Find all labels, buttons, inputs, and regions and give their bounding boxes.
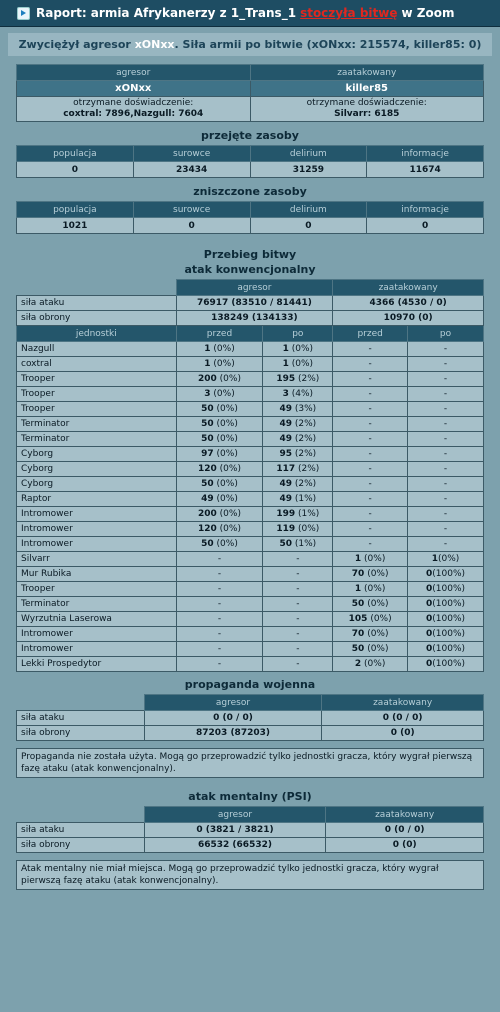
unit-row — [17, 357, 484, 372]
agresor-before: 1 (0%) — [176, 357, 263, 372]
propaganda-blank-corner — [17, 695, 145, 711]
unit-name: coxtral — [17, 357, 177, 372]
agresor-after: - — [263, 627, 333, 642]
battle-link[interactable]: stoczyła bitwę — [300, 6, 398, 20]
col-agresor-before: przed — [176, 326, 263, 342]
defense-strength-defender: 10970 (0) — [333, 311, 484, 326]
unit-row — [17, 417, 484, 432]
defender-after: - — [408, 507, 484, 522]
agresor-after: 1 (0%) — [263, 342, 333, 357]
attack-strength-defender: 4366 (4530 / 0) — [333, 296, 484, 311]
unit-name: Intromower — [17, 507, 177, 522]
unit-name: Terminator — [17, 432, 177, 447]
defender-after: - — [408, 447, 484, 462]
unit-name: Terminator — [17, 597, 177, 612]
unit-name: Trooper — [17, 402, 177, 417]
psi-note: Atak mentalny nie miał miejsca. Mogą go przeprowadzić tylko jednostki gracza, który wygrał pierwszą fazę ataku (atak konwencjonalny). — [16, 860, 484, 890]
agresor-before: - — [176, 627, 263, 642]
unit-name: Intromower — [17, 522, 177, 537]
defender-before: 105 (0%) — [333, 612, 408, 627]
agresor-after: 1 (0%) — [263, 357, 333, 372]
battle-summary — [8, 33, 492, 56]
unit-name: Cyborg — [17, 462, 177, 477]
agresor-after: - — [263, 582, 333, 597]
destroyed-header-resources: surowce — [133, 202, 250, 218]
defender-name[interactable]: killer85 — [250, 81, 484, 97]
defender-before: - — [333, 522, 408, 537]
agresor-name[interactable]: xONxx — [17, 81, 251, 97]
defender-after: - — [408, 342, 484, 357]
propaganda-agresor-header: agresor — [144, 695, 322, 711]
agresor-before: 50 (0%) — [176, 432, 263, 447]
agresor-before: 1 (0%) — [176, 342, 263, 357]
agresor-before: 97 (0%) — [176, 447, 263, 462]
agresor-after: 49 (3%) — [263, 402, 333, 417]
col-defender-before: przed — [333, 326, 408, 342]
defender-after: - — [408, 417, 484, 432]
defender-after: 1(0%) — [408, 552, 484, 567]
battle-defender-header: zaatakowany — [333, 280, 484, 296]
agresor-after: - — [263, 657, 333, 672]
propaganda-attack-label: siła ataku — [17, 711, 145, 726]
defender-after: 0(100%) — [408, 612, 484, 627]
psi-attack-label: siła ataku — [17, 823, 145, 838]
report-title-suffix: w Zoom — [401, 6, 455, 20]
battle-agresor-header: agresor — [176, 280, 333, 296]
defender-after: - — [408, 477, 484, 492]
defender-before: 2 (0%) — [333, 657, 408, 672]
agresor-after: 49 (1%) — [263, 492, 333, 507]
defender-after: - — [408, 492, 484, 507]
defender-before: - — [333, 432, 408, 447]
agresor-after: 195 (2%) — [263, 372, 333, 387]
psi-defense-defender: 0 (0) — [326, 838, 484, 853]
defender-after: - — [408, 402, 484, 417]
attack-strength-label: siła ataku — [17, 296, 177, 311]
parties-table — [16, 64, 484, 122]
unit-name: Silvarr — [17, 552, 177, 567]
propaganda-attack-defender: 0 (0 / 0) — [322, 711, 484, 726]
unit-name: Nazgull — [17, 342, 177, 357]
unit-row — [17, 582, 484, 597]
agresor-exp-label: otrzymane doświadczenie: — [73, 98, 194, 108]
unit-row — [17, 372, 484, 387]
propaganda-defense-defender: 0 (0) — [322, 726, 484, 741]
agresor-after: 50 (1%) — [263, 537, 333, 552]
unit-row — [17, 567, 484, 582]
defender-before: - — [333, 342, 408, 357]
psi-table — [16, 806, 484, 853]
agresor-experience — [17, 97, 251, 122]
psi-agresor-header: agresor — [144, 807, 326, 823]
agresor-before: 49 (0%) — [176, 492, 263, 507]
defender-header: zaatakowany — [250, 65, 484, 81]
defender-experience — [250, 97, 484, 122]
propaganda-defense-agresor: 87203 (87203) — [144, 726, 322, 741]
unit-name: Intromower — [17, 642, 177, 657]
defender-exp-label: otrzymane doświadczenie: — [306, 98, 427, 108]
agresor-before: - — [176, 582, 263, 597]
agresor-before: 200 (0%) — [176, 507, 263, 522]
agresor-before: 50 (0%) — [176, 417, 263, 432]
agresor-before: 50 (0%) — [176, 537, 263, 552]
agresor-after: - — [263, 642, 333, 657]
unit-name: Intromower — [17, 537, 177, 552]
agresor-before: - — [176, 552, 263, 567]
blank-corner — [17, 280, 177, 296]
unit-name: Intromower — [17, 627, 177, 642]
captured-header-population: populacja — [17, 146, 134, 162]
psi-defense-agresor: 66532 (66532) — [144, 838, 326, 853]
psi-defender-header: zaatakowany — [326, 807, 484, 823]
summary-winner: xONxx — [134, 38, 175, 51]
propaganda-defender-header: zaatakowany — [322, 695, 484, 711]
agresor-after: 199 (1%) — [263, 507, 333, 522]
unit-row — [17, 402, 484, 417]
defender-before: 70 (0%) — [333, 627, 408, 642]
agresor-before: - — [176, 597, 263, 612]
defense-strength-label: siła obrony — [17, 311, 177, 326]
psi-blank-corner — [17, 807, 145, 823]
unit-name: Trooper — [17, 372, 177, 387]
unit-name: Trooper — [17, 387, 177, 402]
unit-row — [17, 447, 484, 462]
agresor-before: 50 (0%) — [176, 477, 263, 492]
captured-population: 0 — [17, 162, 134, 178]
propaganda-table — [16, 694, 484, 741]
report-icon — [17, 7, 30, 20]
unit-row — [17, 597, 484, 612]
agresor-before: 200 (0%) — [176, 372, 263, 387]
defender-after: - — [408, 372, 484, 387]
defender-after: 0(100%) — [408, 642, 484, 657]
propaganda-title: propaganda wojenna — [184, 678, 316, 691]
unit-row — [17, 342, 484, 357]
psi-attack-agresor: 0 (3821 / 3821) — [144, 823, 326, 838]
defender-after: - — [408, 357, 484, 372]
destroyed-resources: 0 — [133, 218, 250, 234]
defender-after: 0(100%) — [408, 627, 484, 642]
unit-row — [17, 657, 484, 672]
unit-name: Trooper — [17, 582, 177, 597]
unit-name: Terminator — [17, 417, 177, 432]
summary-prefix: Zwyciężył agresor — [18, 38, 131, 51]
unit-row — [17, 477, 484, 492]
attack-strength-agresor: 76917 (83510 / 81441) — [176, 296, 333, 311]
unit-row — [17, 537, 484, 552]
defender-before: - — [333, 357, 408, 372]
agresor-before: 50 (0%) — [176, 402, 263, 417]
agresor-before: - — [176, 642, 263, 657]
agresor-before: - — [176, 657, 263, 672]
captured-resources: 23434 — [133, 162, 250, 178]
defender-before: - — [333, 402, 408, 417]
agresor-before: 120 (0%) — [176, 522, 263, 537]
defender-before: 50 (0%) — [333, 642, 408, 657]
agresor-before: - — [176, 612, 263, 627]
defender-before: - — [333, 507, 408, 522]
unit-row — [17, 462, 484, 477]
battle-title: Przebieg bitwy — [203, 248, 297, 261]
destroyed-title: zniszczone zasoby — [193, 185, 307, 198]
agresor-header: agresor — [17, 65, 251, 81]
agresor-exp-value: coxtral: 7896,Nazgull: 7604 — [63, 109, 204, 119]
unit-row — [17, 627, 484, 642]
unit-row — [17, 642, 484, 657]
defender-after: - — [408, 522, 484, 537]
defender-exp-value: Silvarr: 6185 — [334, 109, 400, 119]
captured-information: 11674 — [367, 162, 484, 178]
propaganda-defense-label: siła obrony — [17, 726, 145, 741]
unit-name: Cyborg — [17, 477, 177, 492]
agresor-after: 119 (0%) — [263, 522, 333, 537]
defender-after: 0(100%) — [408, 657, 484, 672]
destroyed-header-information: informacje — [367, 202, 484, 218]
agresor-before: 120 (0%) — [176, 462, 263, 477]
unit-name: Cyborg — [17, 447, 177, 462]
defender-before: 50 (0%) — [333, 597, 408, 612]
col-units: jednostki — [17, 326, 177, 342]
unit-row — [17, 552, 484, 567]
report-title-prefix: Raport: armia Afrykanerzy z 1_Trans_1 — [36, 6, 297, 20]
defender-after: - — [408, 387, 484, 402]
captured-delirium: 31259 — [250, 162, 367, 178]
defender-after: - — [408, 537, 484, 552]
destroyed-information: 0 — [367, 218, 484, 234]
unit-row — [17, 387, 484, 402]
defender-before: - — [333, 537, 408, 552]
propaganda-note: Propaganda nie została użyta. Mogą go przeprowadzić tylko jednostki gracza, który wygrał pierwszą fazę ataku (atak konwencjonalny). — [16, 748, 484, 778]
unit-row — [17, 432, 484, 447]
defender-after: 0(100%) — [408, 567, 484, 582]
unit-rows — [17, 342, 484, 672]
agresor-after: - — [263, 612, 333, 627]
captured-header-resources: surowce — [133, 146, 250, 162]
captured-title: przejęte zasoby — [201, 129, 299, 142]
agresor-after: 3 (4%) — [263, 387, 333, 402]
defender-before: 1 (0%) — [333, 552, 408, 567]
defender-before: - — [333, 447, 408, 462]
defender-before: - — [333, 492, 408, 507]
defense-strength-agresor: 138249 (134133) — [176, 311, 333, 326]
defender-before: - — [333, 387, 408, 402]
defender-before: 70 (0%) — [333, 567, 408, 582]
defender-before: - — [333, 477, 408, 492]
col-defender-after: po — [408, 326, 484, 342]
agresor-after: 49 (2%) — [263, 477, 333, 492]
captured-table — [16, 145, 484, 178]
agresor-before: - — [176, 567, 263, 582]
col-agresor-after: po — [263, 326, 333, 342]
destroyed-header-population: populacja — [17, 202, 134, 218]
defender-before: 1 (0%) — [333, 582, 408, 597]
agresor-before: 3 (0%) — [176, 387, 263, 402]
captured-header-delirium: delirium — [250, 146, 367, 162]
defender-after: 0(100%) — [408, 582, 484, 597]
unit-row — [17, 522, 484, 537]
captured-header-information: informacje — [367, 146, 484, 162]
defender-before: - — [333, 372, 408, 387]
psi-title: atak mentalny (PSI) — [188, 790, 312, 803]
destroyed-population: 1021 — [17, 218, 134, 234]
unit-row — [17, 612, 484, 627]
conventional-attack-title: atak konwencjonalny — [184, 263, 316, 276]
defender-before: - — [333, 462, 408, 477]
agresor-after: 49 (2%) — [263, 432, 333, 447]
unit-row — [17, 492, 484, 507]
unit-name: Raptor — [17, 492, 177, 507]
defender-after: 0(100%) — [408, 597, 484, 612]
agresor-after: 95 (2%) — [263, 447, 333, 462]
unit-name: Wyrzutnia Laserowa — [17, 612, 177, 627]
defender-after: - — [408, 462, 484, 477]
defender-before: - — [333, 417, 408, 432]
unit-name: Mur Rubika — [17, 567, 177, 582]
agresor-after: 117 (2%) — [263, 462, 333, 477]
agresor-after: - — [263, 597, 333, 612]
destroyed-header-delirium: delirium — [250, 202, 367, 218]
summary-suffix: . Siła armii po bitwie (xONxx: 215574, killer85: 0) — [174, 38, 482, 51]
agresor-after: 49 (2%) — [263, 417, 333, 432]
conventional-attack-table — [16, 279, 484, 672]
unit-row — [17, 507, 484, 522]
psi-defense-label: siła obrony — [17, 838, 145, 853]
unit-name: Lekki Prospedytor — [17, 657, 177, 672]
agresor-after: - — [263, 552, 333, 567]
psi-attack-defender: 0 (0 / 0) — [326, 823, 484, 838]
propaganda-attack-agresor: 0 (0 / 0) — [144, 711, 322, 726]
report-title-bar — [0, 0, 500, 27]
destroyed-delirium: 0 — [250, 218, 367, 234]
defender-after: - — [408, 432, 484, 447]
destroyed-table — [16, 201, 484, 234]
agresor-after: - — [263, 567, 333, 582]
